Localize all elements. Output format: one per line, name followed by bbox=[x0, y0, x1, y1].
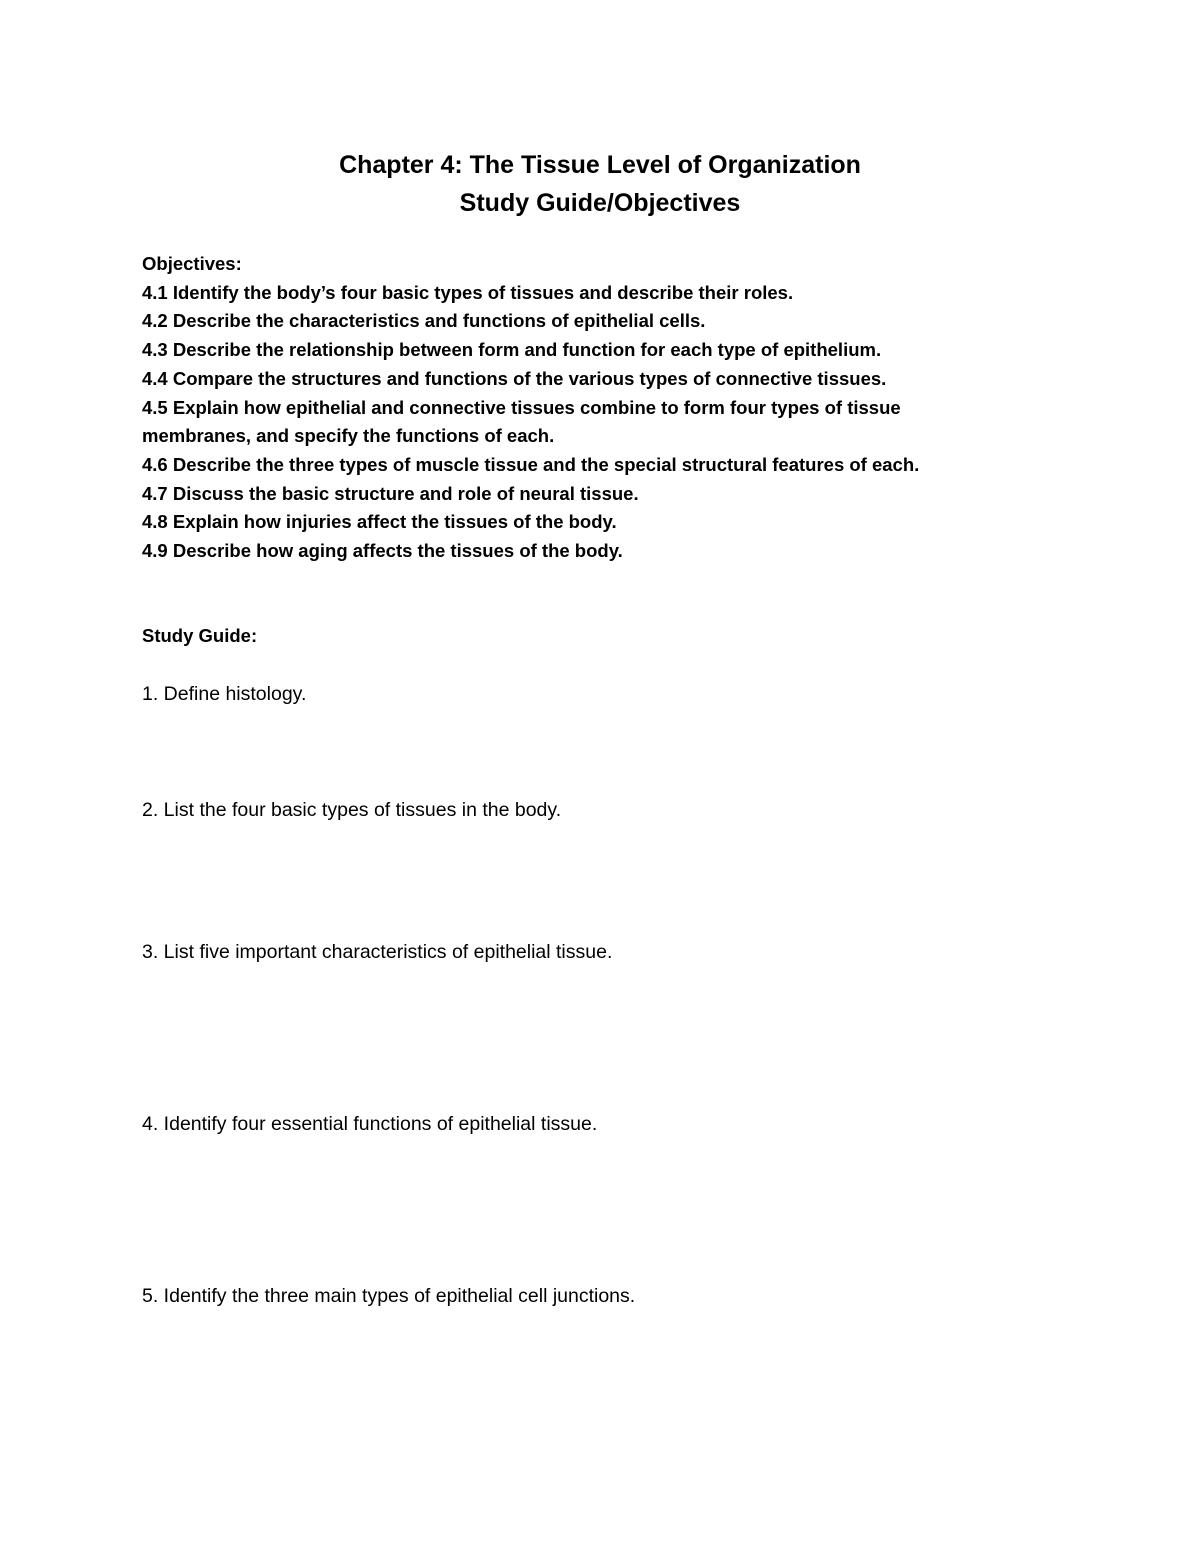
document-title bbox=[0, 146, 1200, 222]
objective-item: 4.7 Discuss the basic structure and role of neural tissue. bbox=[142, 482, 639, 504]
chapter-title: Chapter 4: The Tissue Level of Organization bbox=[339, 151, 861, 179]
objective-item-continuation: membranes, and specify the functions of each. bbox=[142, 425, 555, 447]
study-question: 5. Identify the three main types of epithelial cell junctions. bbox=[142, 1285, 636, 1307]
document-subtitle: Study Guide/Objectives bbox=[459, 189, 741, 217]
study-question: 2. List the four basic types of tissues in the body. bbox=[142, 799, 562, 821]
study-question: 3. List five important characteristics of epithelial tissue. bbox=[142, 941, 613, 963]
objective-item: 4.3 Describe the relationship between form and function for each type of epithelium. bbox=[142, 339, 882, 361]
objectives-section bbox=[142, 250, 1042, 566]
study-question: 1. Define histology. bbox=[142, 683, 307, 705]
objective-item: 4.2 Describe the characteristics and functions of epithelial cells. bbox=[142, 310, 706, 332]
objective-item: 4.1 Identify the body’s four basic types of tissues and describe their roles. bbox=[142, 281, 794, 303]
study-guide-heading: Study Guide: bbox=[142, 625, 258, 646]
objective-item: 4.5 Explain how epithelial and connective tissues combine to form four types of tissue bbox=[142, 396, 901, 418]
objective-item: 4.9 Describe how aging affects the tissues of the body. bbox=[142, 540, 623, 562]
objective-item: 4.8 Explain how injuries affect the tissues of the body. bbox=[142, 511, 617, 533]
study-question: 4. Identify four essential functions of epithelial tissue. bbox=[142, 1113, 598, 1135]
objective-item: 4.4 Compare the structures and functions of the various types of connective tissues. bbox=[142, 367, 887, 389]
objective-item: 4.6 Describe the three types of muscle tissue and the special structural features of each. bbox=[142, 453, 920, 475]
objectives-heading: Objectives: bbox=[142, 253, 242, 274]
